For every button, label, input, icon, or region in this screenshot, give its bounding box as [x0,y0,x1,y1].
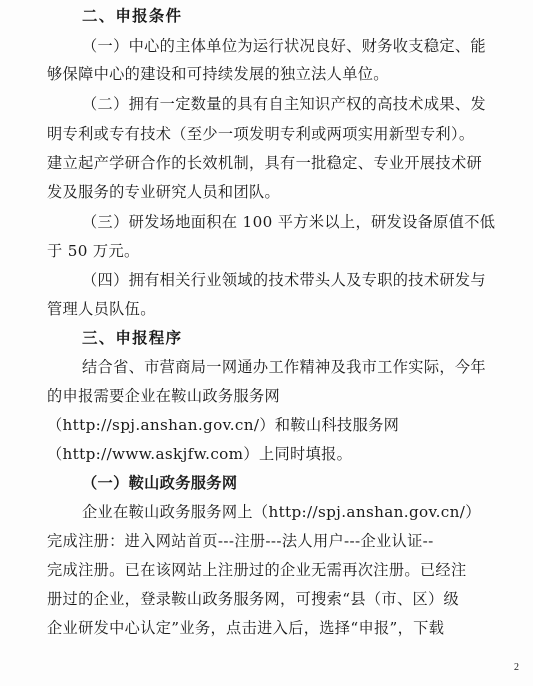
paragraph-line: （http://spj.anshan.gov.cn/）和鞍山科技服务网 [47,416,400,434]
page-number: 2 [514,662,519,673]
paragraph-line: 企业研发中心认定”业务，点击进入后，选择“申报”，下载 [47,619,445,637]
paragraph-line: （四）拥有相关行业领域的技术带头人及专职的技术研发与 [82,271,486,289]
paragraph-line: 的申报需要企业在鞍山政务服务网 [47,387,281,405]
paragraph-line: 发及服务的专业研究人员和团队。 [47,183,281,201]
paragraph-line: （三）研发场地面积在 100 平方米以上，研发设备原值不低 [82,213,496,231]
paragraph-line: （一）中心的主体单位为运行状况良好、财务收支稳定、能 [82,37,486,55]
paragraph-line: 建立起产学研合作的长效机制，具有一批稳定、专业开展技术研 [47,154,483,172]
paragraph-line: （http://www.askjfw.com）上同时填报。 [47,445,353,463]
paragraph-line: 企业在鞍山政务服务网上（http://spj.anshan.gov.cn/） [82,503,481,521]
paragraph-line: （二）拥有一定数量的具有自主知识产权的高技术成果、发 [82,95,486,113]
paragraph-line: 够保障中心的建设和可持续发展的独立法人单位。 [47,65,389,83]
paragraph-line: 于 50 万元。 [47,242,140,260]
paragraph-line: 册过的企业，登录鞍山政务服务网，可搜索“县（市、区）级 [47,590,460,608]
paragraph-line: 完成注册。已在该网站上注册过的企业无需再次注册。已经注 [47,561,467,579]
paragraph-line: 管理人员队伍。 [47,300,156,318]
paragraph-line: 结合省、市营商局一网通办工作精神及我市工作实际，今年 [82,358,486,376]
section-heading-application-conditions: 二、申报条件 [82,7,183,25]
section-heading-application-procedure: 三、申报程序 [82,329,183,347]
paragraph-line: 完成注册：进入网站首页---注册---法人用户---企业认证-- [47,532,434,550]
paragraph-line: 明专利或专有技术（至少一项发明专利或两项实用新型专利）。 [47,125,475,143]
subsection-heading-anshan-government-service-network: （一）鞍山政务服务网 [82,474,238,492]
